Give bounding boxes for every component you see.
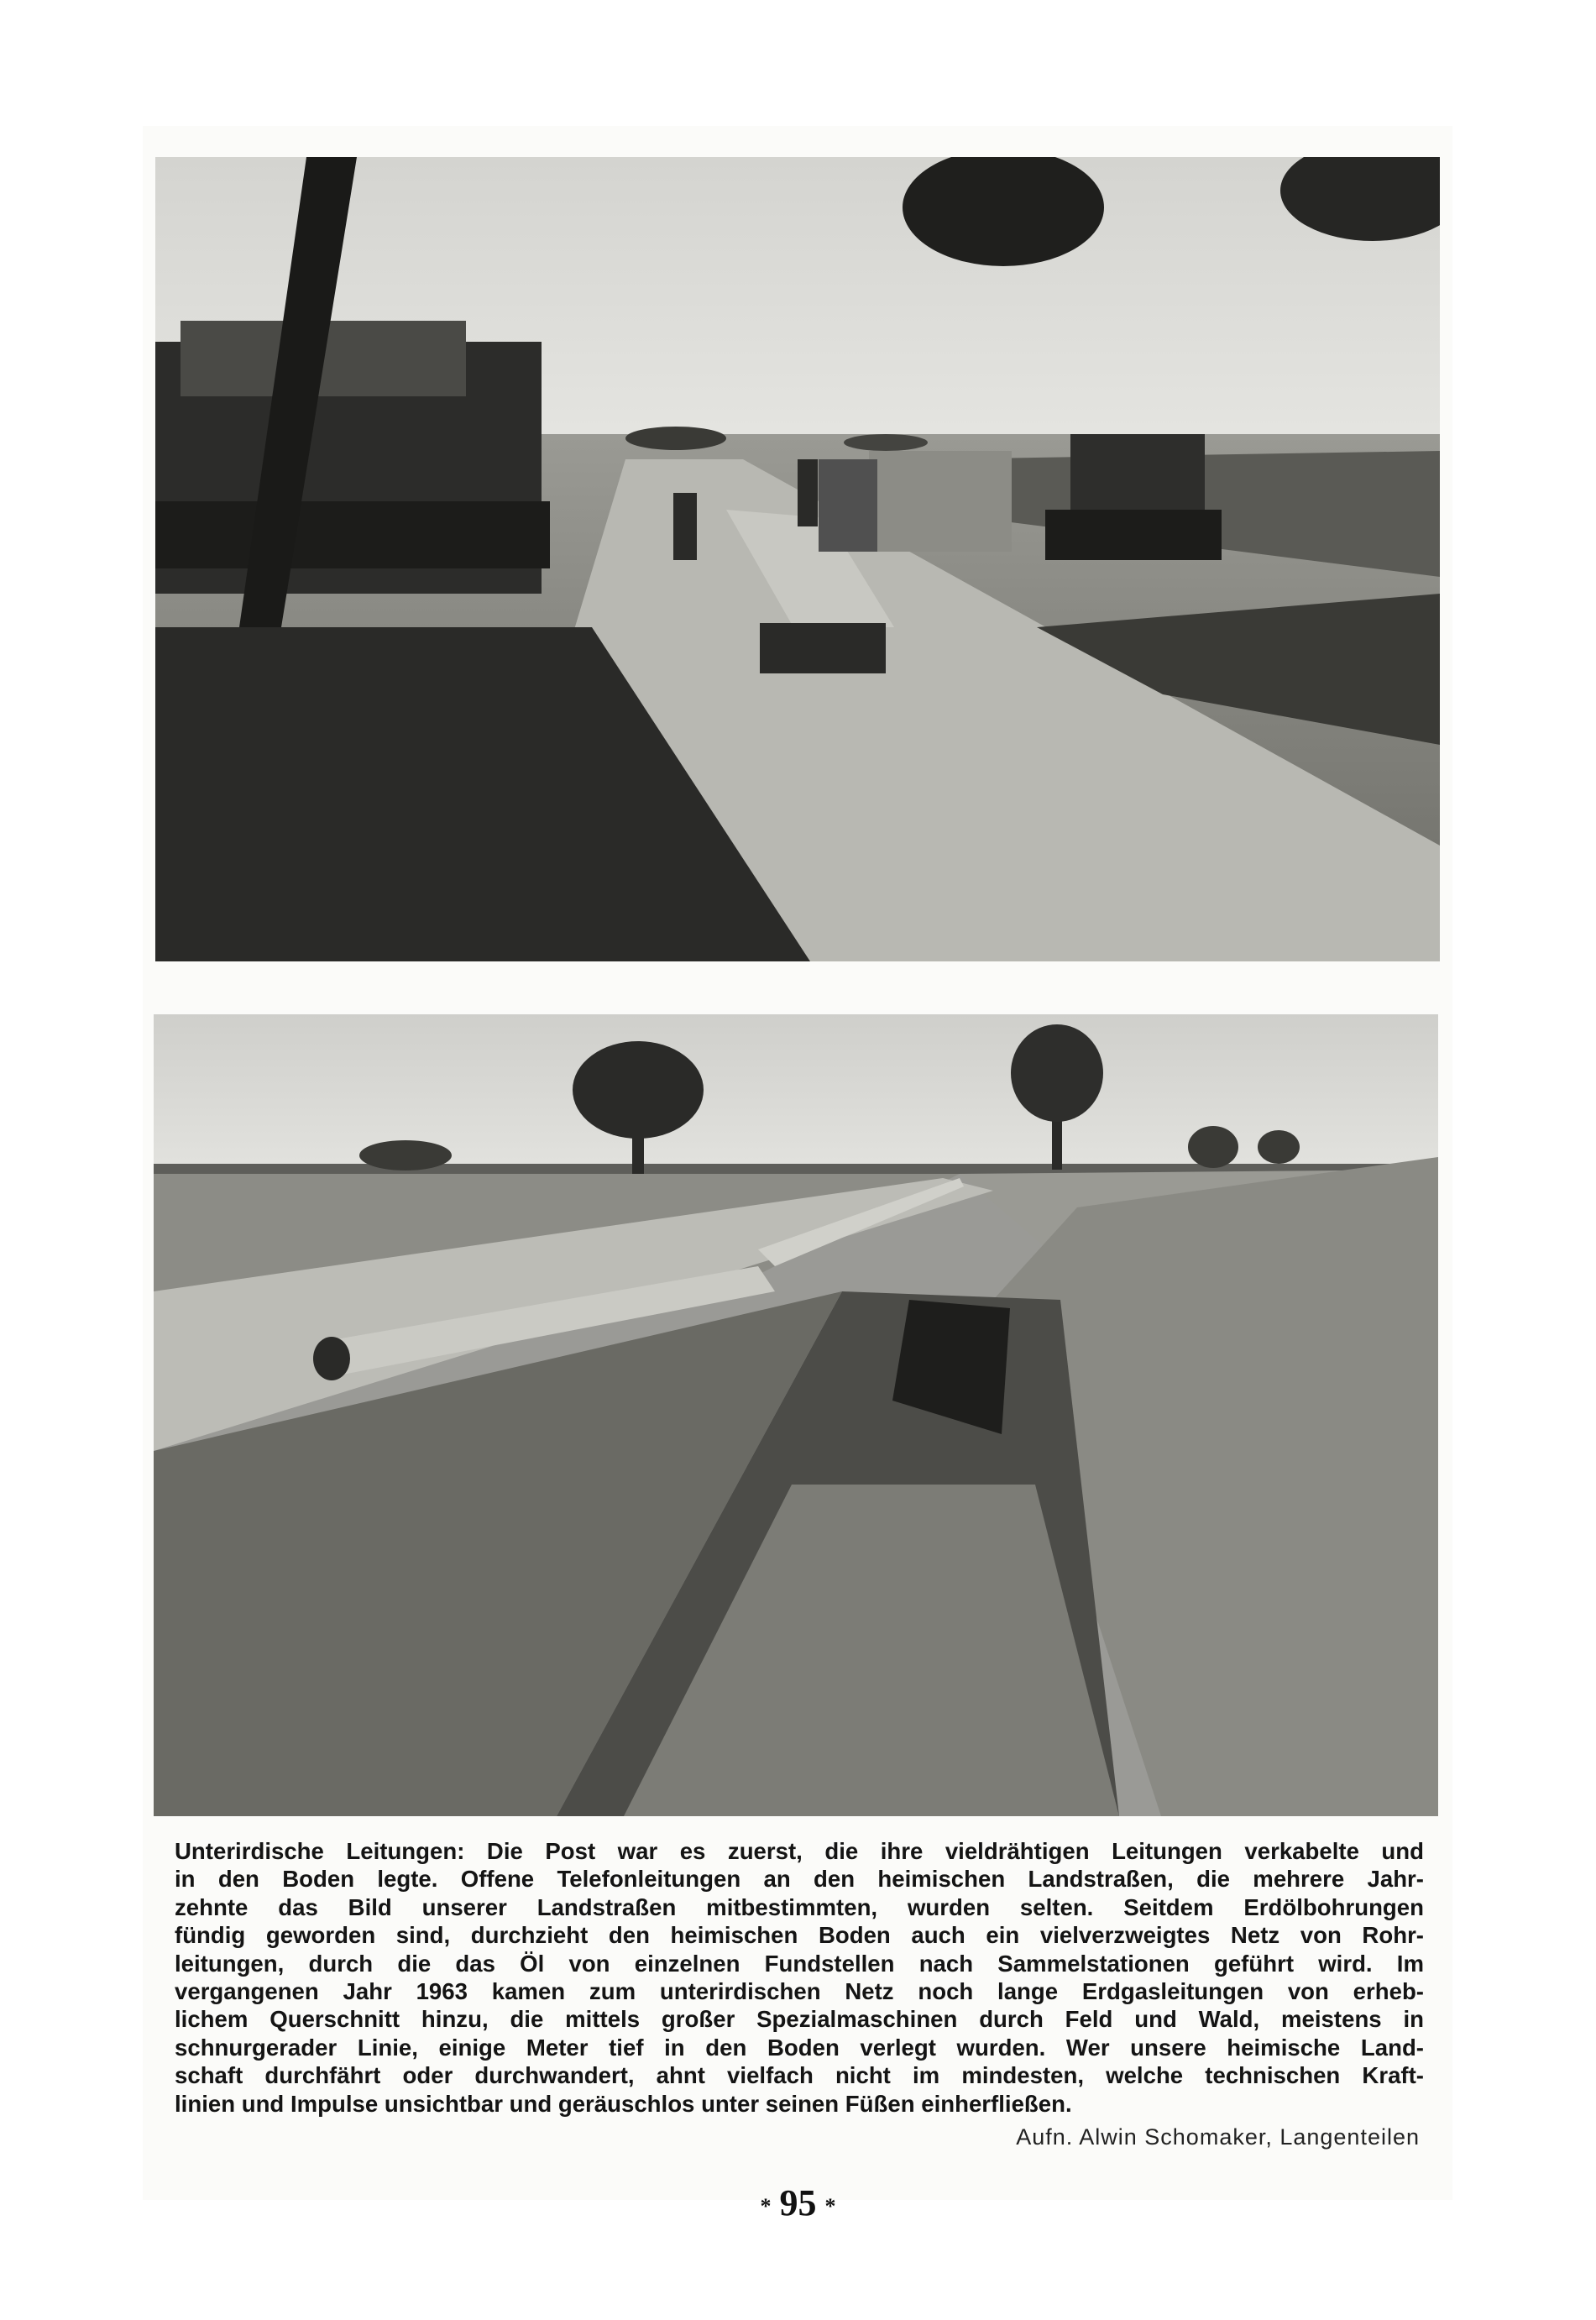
photo-top-drawing [155, 157, 1440, 961]
photo-pipeline-construction [155, 157, 1440, 961]
photo-bottom-drawing [154, 1014, 1438, 1816]
caption-line: schaft durchfährt oder durchwandert, ahnt vielfach nicht im mindesten, welche technischen Kraft- [175, 2062, 1424, 2089]
caption-line: leitungen, durch die das Öl von einzelnen Fundstellen nach Sammelstationen geführt wird. Im [175, 1950, 1424, 1977]
star-left-icon: * [760, 2193, 772, 2218]
caption-line: fündig geworden sind, durchzieht den heimischen Boden auch ein vielverzweigtes Netz von Rohr- [175, 1922, 1424, 1949]
caption-line: zehnte das Bild unserer Landstraßen mitbestimmten, wurden selten. Seitdem Erdölbohrungen [175, 1893, 1424, 1920]
photo-pipeline-trench [154, 1014, 1438, 1816]
photo-credit: Aufn. Alwin Schomaker, Langenteilen [1016, 2124, 1420, 2150]
photo-caption [175, 1837, 1424, 2118]
page-number: 95 [779, 2182, 817, 2223]
caption-line: schnurgerader Linie, einige Meter tief in den Boden verlegt wurden. Wer unsere heimische Land- [175, 2034, 1424, 2061]
page-number-footer [0, 2181, 1596, 2224]
star-right-icon: * [824, 2193, 836, 2218]
caption-line: lichem Querschnitt hinzu, die mittels großer Spezialmaschinen durch Feld und Wald, meistens in [175, 2006, 1424, 2033]
caption-line: Unterirdische Leitungen: Die Post war es zuerst, die ihre vieldrähtigen Leitungen verkabelte und [175, 1838, 1424, 1864]
caption-line: in den Boden legte. Offene Telefonleitungen an den heimischen Landstraßen, die mehrere Jahr- [175, 1866, 1424, 1893]
caption-line: vergangenen Jahr 1963 kamen zum unterirdischen Netz noch lange Erdgasleitungen von erheb- [175, 1978, 1424, 2005]
caption-line: linien und Impulse unsichtbar und geräuschlos unter seinen Füßen einherfließen. [175, 2090, 1072, 2117]
